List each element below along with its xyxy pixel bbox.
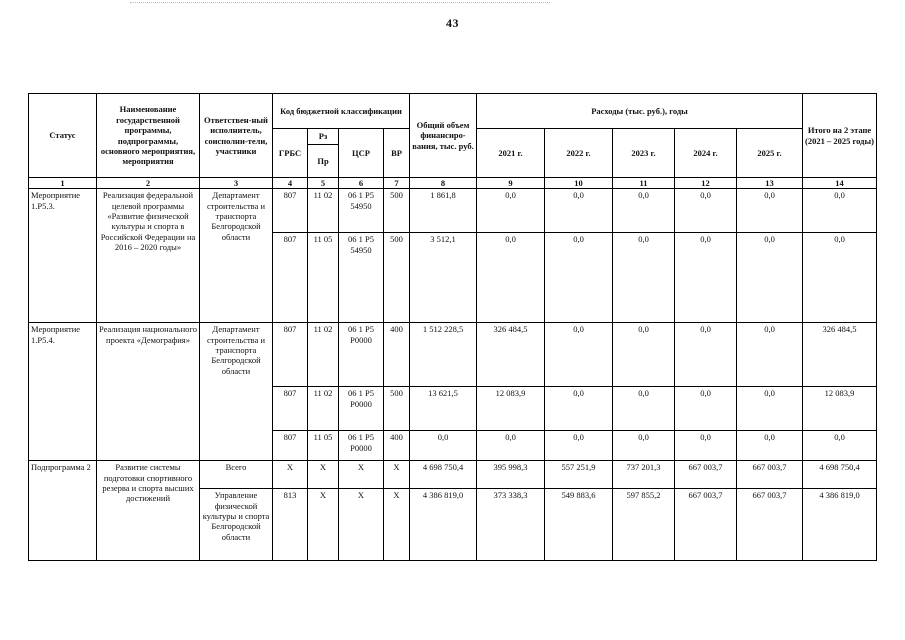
total-cell: 0,0	[410, 431, 477, 461]
y2023-cell: 0,0	[613, 233, 675, 323]
y2022-cell: 0,0	[545, 387, 613, 431]
vr-cell: 400	[384, 323, 410, 387]
vr-cell: 400	[384, 431, 410, 461]
grbs-cell: 807	[273, 233, 308, 323]
responsible-cell: Департамент строительства и транспорта Белгородской области	[200, 189, 273, 323]
header-2021: 2021 г.	[477, 129, 545, 178]
csr-cell: Х	[339, 461, 384, 489]
itogo-cell: 326 484,5	[803, 323, 877, 387]
header-responsible: Ответствен-ный исполнитель, соисполни-тели, участники	[200, 94, 273, 178]
total-cell: 1 861,8	[410, 189, 477, 233]
responsible-cell: Всего	[200, 461, 273, 489]
column-number: 10	[545, 178, 613, 189]
y2022-cell: 549 883,6	[545, 489, 613, 561]
column-number: 6	[339, 178, 384, 189]
y2021-cell: 12 083,9	[477, 387, 545, 431]
vr-cell: 500	[384, 189, 410, 233]
table-row	[29, 189, 877, 233]
csr-cell: 06 1 Р5 Р0000	[339, 323, 384, 387]
y2021-cell: 326 484,5	[477, 323, 545, 387]
name-cell: Реализация национального проекта «Демография»	[97, 323, 200, 461]
rzpr-cell: Х	[308, 489, 339, 561]
y2025-cell: 667 003,7	[737, 489, 803, 561]
column-number: 4	[273, 178, 308, 189]
y2021-cell: 0,0	[477, 233, 545, 323]
y2023-cell: 0,0	[613, 387, 675, 431]
status-cell: Мероприятие 1.Р5.4.	[29, 323, 97, 461]
itogo-cell: 4 698 750,4	[803, 461, 877, 489]
y2025-cell: 0,0	[737, 323, 803, 387]
column-number: 12	[675, 178, 737, 189]
y2023-cell: 0,0	[613, 323, 675, 387]
vr-cell: Х	[384, 489, 410, 561]
y2023-cell: 0,0	[613, 431, 675, 461]
total-cell: 13 621,5	[410, 387, 477, 431]
itogo-cell: 12 083,9	[803, 387, 877, 431]
header-2025: 2025 г.	[737, 129, 803, 178]
grbs-cell: 813	[273, 489, 308, 561]
name-cell: Развитие системы подготовки спортивного резерва и спорта высших достижений	[97, 461, 200, 561]
itogo-cell: 0,0	[803, 431, 877, 461]
page-number: 43	[446, 16, 459, 30]
y2024-cell: 667 003,7	[675, 489, 737, 561]
header-status: Статус	[29, 94, 97, 178]
column-number: 7	[384, 178, 410, 189]
header-2023: 2023 г.	[613, 129, 675, 178]
y2022-cell: 0,0	[545, 189, 613, 233]
grbs-cell: 807	[273, 431, 308, 461]
header-itogo: Итого на 2 этапе (2021 – 2025 годы)	[803, 94, 877, 178]
csr-cell: 06 1 Р5 54950	[339, 189, 384, 233]
y2021-cell: 373 338,3	[477, 489, 545, 561]
y2024-cell: 667 003,7	[675, 461, 737, 489]
column-number: 14	[803, 178, 877, 189]
vr-cell: 500	[384, 233, 410, 323]
column-number: 2	[97, 178, 200, 189]
scan-top-rule	[130, 2, 550, 3]
vr-cell: 500	[384, 387, 410, 431]
itogo-cell: 0,0	[803, 233, 877, 323]
y2022-cell: 0,0	[545, 323, 613, 387]
header-vr: ВР	[384, 129, 410, 178]
y2023-cell: 737 201,3	[613, 461, 675, 489]
status-cell: Подпрограмма 2	[29, 461, 97, 561]
responsible-cell: Департамент строительства и транспорта Белгородской области	[200, 323, 273, 461]
name-cell: Реализация федеральной целевой программы «Развитие физической культуры и спорта в Российской Федерации на 2016 – 2020 годы»	[97, 189, 200, 323]
column-number: 5	[308, 178, 339, 189]
y2022-cell: 0,0	[545, 233, 613, 323]
y2023-cell: 597 855,2	[613, 489, 675, 561]
rzpr-cell: 11 02	[308, 189, 339, 233]
y2025-cell: 667 003,7	[737, 461, 803, 489]
grbs-cell: 807	[273, 189, 308, 233]
y2022-cell: 0,0	[545, 431, 613, 461]
header-rz: Рз	[308, 129, 339, 145]
csr-cell: 06 1 Р5 Р0000	[339, 387, 384, 431]
csr-cell: Х	[339, 489, 384, 561]
table-row	[29, 323, 877, 387]
total-cell: 3 512,1	[410, 233, 477, 323]
itogo-cell: 4 386 819,0	[803, 489, 877, 561]
y2022-cell: 557 251,9	[545, 461, 613, 489]
y2024-cell: 0,0	[675, 323, 737, 387]
column-number: 1	[29, 178, 97, 189]
rzpr-cell: 11 02	[308, 323, 339, 387]
column-number: 8	[410, 178, 477, 189]
header-budget-code: Код бюджетной классификации	[273, 94, 410, 129]
y2021-cell: 395 998,3	[477, 461, 545, 489]
csr-cell: 06 1 Р5 54950	[339, 233, 384, 323]
header-csr: ЦСР	[339, 129, 384, 178]
column-number: 13	[737, 178, 803, 189]
grbs-cell: 807	[273, 323, 308, 387]
grbs-cell: Х	[273, 461, 308, 489]
y2021-cell: 0,0	[477, 189, 545, 233]
y2024-cell: 0,0	[675, 387, 737, 431]
header-grbs: ГРБС	[273, 129, 308, 178]
csr-cell: 06 1 Р5 Р0000	[339, 431, 384, 461]
total-cell: 4 386 819,0	[410, 489, 477, 561]
rzpr-cell: 11 05	[308, 233, 339, 323]
status-cell: Мероприятие 1.Р5.3.	[29, 189, 97, 323]
budget-table	[28, 93, 877, 561]
grbs-cell: 807	[273, 387, 308, 431]
rzpr-cell: Х	[308, 461, 339, 489]
responsible-cell: Управление физической культуры и спорта Белгородской области	[200, 489, 273, 561]
y2025-cell: 0,0	[737, 233, 803, 323]
header-expenses: Расходы (тыс. руб.), годы	[477, 94, 803, 129]
header-name: Наименование государственной программы, подпрограммы, основного мероприятия, мероприятия	[97, 94, 200, 178]
column-number: 3	[200, 178, 273, 189]
y2024-cell: 0,0	[675, 431, 737, 461]
total-cell: 1 512 228,5	[410, 323, 477, 387]
header-2024: 2024 г.	[675, 129, 737, 178]
header-total: Общий объем финансиро-вания, тыс. руб.	[410, 94, 477, 178]
rzpr-cell: 11 02	[308, 387, 339, 431]
y2025-cell: 0,0	[737, 387, 803, 431]
y2023-cell: 0,0	[613, 189, 675, 233]
total-cell: 4 698 750,4	[410, 461, 477, 489]
column-number: 9	[477, 178, 545, 189]
y2025-cell: 0,0	[737, 431, 803, 461]
header-2022: 2022 г.	[545, 129, 613, 178]
rzpr-cell: 11 05	[308, 431, 339, 461]
y2024-cell: 0,0	[675, 189, 737, 233]
column-number: 11	[613, 178, 675, 189]
table-row	[29, 461, 877, 489]
y2021-cell: 0,0	[477, 431, 545, 461]
vr-cell: Х	[384, 461, 410, 489]
column-number-row	[29, 178, 877, 189]
itogo-cell: 0,0	[803, 189, 877, 233]
y2024-cell: 0,0	[675, 233, 737, 323]
y2025-cell: 0,0	[737, 189, 803, 233]
header-pr: Пр	[308, 145, 339, 178]
